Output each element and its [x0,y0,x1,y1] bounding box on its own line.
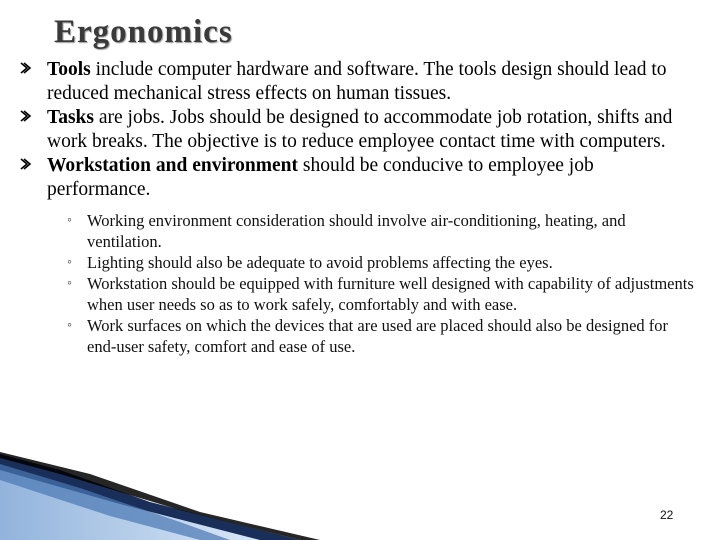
bullet-text: should be conducive to employee job performance. [47,155,594,200]
bullet-text: are jobs. Jobs should be designed to accommodate job rotation, shifts and work breaks. The objective is to reduce employee contact time with computers. [47,107,673,152]
circle-bullet-icon: ◦ [67,276,72,291]
bullet-item-tasks [20,106,700,154]
circle-bullet-icon: ◦ [67,318,72,333]
circle-bullet-icon: ◦ [67,213,72,228]
feather-arrow-bullet-icon [20,109,32,127]
feather-arrow-bullet-icon [20,157,32,175]
sub-bullet-item: ◦ Lighting should also be adequate to avoid problems affecting the eyes. [67,253,553,272]
bullet-list [20,58,700,357]
bullet-text: include computer hardware and software. The tools design should lead to reduced mechanical stress effects on human tissues. [47,59,667,104]
bullet-term: Tools [47,59,91,80]
sub-bullet-item: ◦ Work surfaces on which the devices that are used are placed should also be designed for end-user safety, comfort and ease of use. [67,316,669,356]
sub-bullet-list [47,210,697,357]
bullet-term: Tasks [47,107,94,128]
sub-bullet-item: ◦ Working environment consideration should involve air-conditioning, heating, and ventilation. [67,211,626,251]
sub-bullet-item: ◦ Workstation should be equipped with furniture well designed with capability of adjustments when user needs so as to work safely, comfortably and with ease. [67,274,694,314]
bullet-term: Workstation and environment [47,155,299,176]
circle-bullet-icon: ◦ [67,255,72,270]
bullet-item-workstation [20,154,700,357]
page-number: 22 [660,508,674,522]
slide-title: Ergonomics [54,14,233,50]
feather-arrow-bullet-icon [20,61,32,79]
decorative-swoosh [0,440,720,540]
bullet-item-tools [20,58,700,106]
